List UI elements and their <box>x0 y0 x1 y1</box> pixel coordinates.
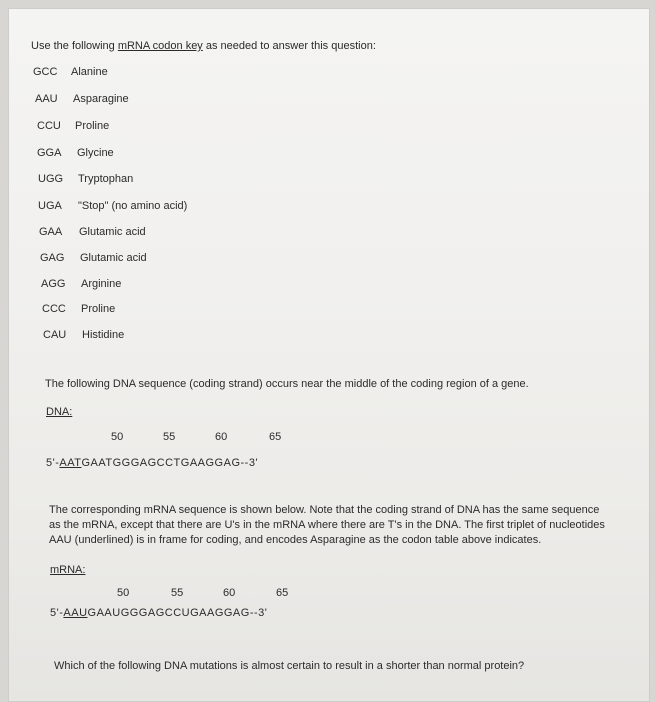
codon: UGG <box>38 173 64 185</box>
sequence-rest: GAATGGGAGCCTGAAGGAG--3' <box>81 457 259 469</box>
amino-acid: Glutamic acid <box>80 252 147 264</box>
first-codon-underlined: AAU <box>63 607 88 619</box>
position-marker: 50 <box>111 431 124 443</box>
amino-acid: Proline <box>81 303 116 315</box>
codon: AAU <box>35 93 58 105</box>
amino-acid: "Stop" (no amino acid) <box>78 200 188 212</box>
position-marker: 65 <box>276 587 289 599</box>
position-marker: 60 <box>215 431 228 443</box>
sequence-prefix: 5'- <box>50 607 64 619</box>
intro-prefix: Use the following <box>31 40 118 52</box>
amino-acid: Histidine <box>82 329 125 341</box>
question-page <box>8 8 650 702</box>
sequence-rest: GAAUGGGAGCCUGAAGGAG--3' <box>87 607 268 619</box>
amino-acid: Asparagine <box>73 93 129 105</box>
codon-key-link[interactable]: mRNA codon key <box>117 40 203 52</box>
dna-label: DNA: <box>46 406 73 418</box>
amino-acid: Proline <box>75 120 110 132</box>
codon: AGG <box>41 278 66 290</box>
position-marker: 55 <box>171 587 184 599</box>
codon: UGA <box>38 200 62 212</box>
amino-acid: Arginine <box>81 278 122 290</box>
mrna-intro: The corresponding mRNA sequence is shown below. Note that the coding strand of DNA has the same sequence as the mRNA, except that there are U's in the mRNA where there are T's in the DNA. The first triplet of nucleotides AAU (underlined) is in frame for coding, and encodes Asparagine as the codon table above indicates. <box>49 504 605 546</box>
codon: CAU <box>43 329 67 341</box>
amino-acid: Tryptophan <box>78 173 134 185</box>
intro-suffix: as needed to answer this question: <box>202 40 376 52</box>
amino-acid: Alanine <box>71 66 108 78</box>
position-marker: 50 <box>117 587 130 599</box>
mrna-label: mRNA: <box>50 564 86 576</box>
sequence-prefix: 5'- <box>46 457 60 469</box>
amino-acid: Glutamic acid <box>79 226 146 238</box>
amino-acid: Glycine <box>77 147 114 159</box>
dna-sequence <box>46 457 258 469</box>
position-marker: 55 <box>163 431 176 443</box>
codon: CCC <box>42 303 66 315</box>
first-codon-underlined: AAT <box>59 457 82 469</box>
question-text: Which of the following DNA mutations is almost certain to result in a shorter than normal protein? <box>54 660 525 672</box>
codon: GAG <box>40 252 65 264</box>
position-marker: 60 <box>223 587 236 599</box>
codon: GGA <box>37 147 62 159</box>
position-marker: 65 <box>269 431 282 443</box>
dna-intro: The following DNA sequence (coding strand) occurs near the middle of the coding region of a gene. <box>45 378 529 390</box>
mrna-sequence <box>50 607 267 619</box>
intro-text <box>31 40 376 52</box>
codon: CCU <box>37 120 61 132</box>
codon: GCC <box>33 66 58 78</box>
codon: GAA <box>39 226 63 238</box>
